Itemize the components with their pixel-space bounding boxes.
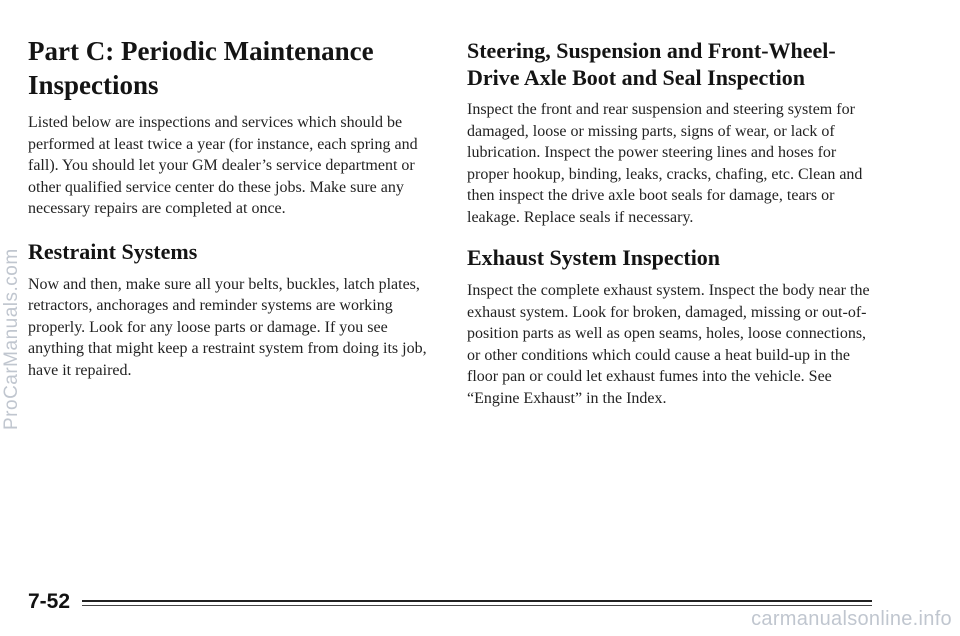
side-watermark xyxy=(1,230,23,430)
steering-suspension-heading: Steering, Suspension and Front-Wheel-Drive Axle Boot and Seal Inspection xyxy=(467,38,836,90)
exhaust-system-paragraph: Inspect the complete exhaust system. Inspect the body near the exhaust system. Look for broken, damaged, missing or out-of-position parts as well as open seams, holes, loose connections, or other conditions which could cause a heat build-up in the floor pan or could let exhaust fumes into the vehicle. See “Engine Exhaust” in the Index. xyxy=(467,282,870,407)
steering-suspension-paragraph: Inspect the front and rear suspension and steering system for damaged, loose or missing parts, signs of wear, or lack of lubrication. Inspect the power steering lines and hoses for proper hookup, binding, leaks, cracks, chafing, etc. Clean and then inspect the drive axle boot seals for damage, tears or leakage. Replace seals if necessary. xyxy=(467,101,863,226)
right-column xyxy=(467,0,877,409)
footer-rule-thin xyxy=(82,605,872,606)
page-number: 7-52 xyxy=(28,590,71,613)
footer-rule-thick xyxy=(82,600,872,602)
page-title: Part C: Periodic Maintenance Inspections xyxy=(28,36,374,100)
exhaust-system-heading: Exhaust System Inspection xyxy=(467,245,721,270)
restraint-systems-heading: Restraint Systems xyxy=(28,238,198,264)
restraint-systems-paragraph: Now and then, make sure all your belts, buckles, latch plates, retractors, anchorages and reminder systems are working properly. Look for any loose parts or damage. If you see anything that might keep a restraint system from doing its job, have it repaired. xyxy=(28,275,427,379)
bottom-watermark: carmanualsonline.info xyxy=(751,608,952,630)
left-column xyxy=(28,0,428,381)
side-watermark-text: ProCarManuals.com xyxy=(1,248,22,430)
intro-paragraph: Listed below are inspections and services which should be performed at least twice a year (for instance, each spring and fall). You should let your GM dealer’s service department or other qualified service center do these jobs. Make sure any necessary repairs are completed at once. xyxy=(28,114,418,217)
